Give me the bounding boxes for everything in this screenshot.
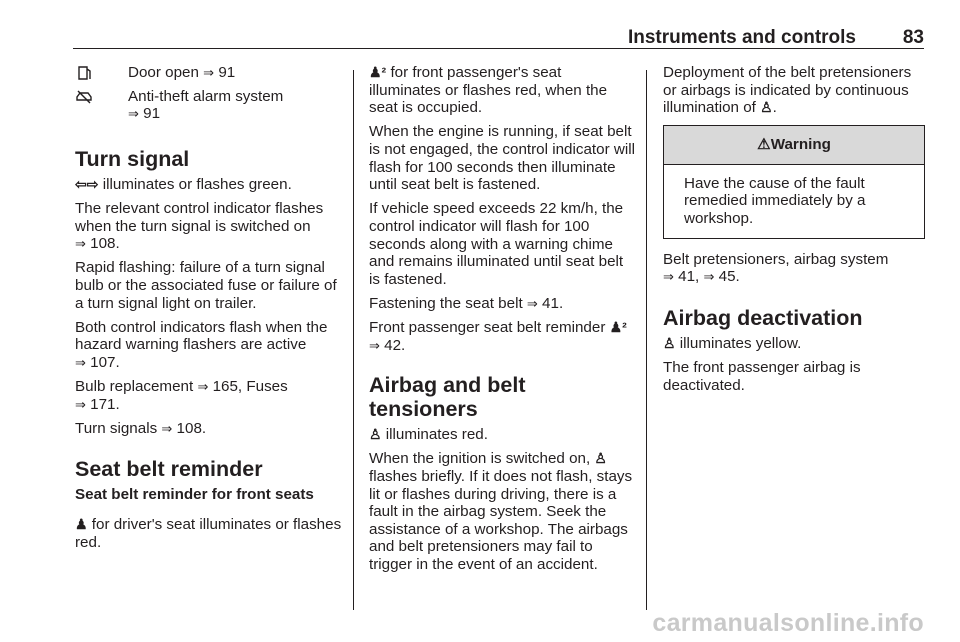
page-header — [73, 28, 924, 49]
ref-arrow-icon: ⇒ — [75, 396, 86, 412]
airbag-icon: ♙ — [369, 426, 382, 443]
column-divider — [353, 70, 354, 610]
ref-arrow-icon: ⇒ — [161, 420, 173, 436]
airbag-off-icon: ♙ — [663, 334, 676, 351]
seat-belt-subheading: Seat belt reminder for front seats — [75, 486, 314, 504]
warning-header: ⚠Warning — [664, 126, 924, 165]
watermark: carmanualsonline.info — [652, 609, 924, 637]
passenger-seat-belt-icon: ♟² — [609, 319, 627, 336]
header-title: Instruments and controls — [627, 27, 856, 48]
car-alarm-icon — [75, 89, 93, 105]
turn-signal-icon: ⇦⇨ — [75, 175, 99, 192]
anti-theft-row: Anti-theft alarm system ⇒ 91 — [75, 88, 343, 123]
ref-arrow-icon: ⇒ — [369, 337, 380, 353]
passenger-seat-belt-icon: ♟² — [369, 64, 387, 80]
door-open-icon — [75, 65, 93, 81]
airbag-icon: ♙ — [594, 450, 607, 467]
airbag-heading: Airbag and belt tensioners — [369, 373, 526, 422]
ref-arrow-icon: ⇒ — [526, 295, 538, 311]
ref-arrow-icon: ⇒ — [663, 269, 674, 285]
ref-arrow-icon: ⇒ — [128, 106, 139, 122]
warning-icon: ⚠ — [757, 135, 771, 153]
ref-arrow-icon: ⇒ — [75, 236, 86, 252]
column-1: Door open ⇒ 91 Anti-theft alarm system ⇒ 91 Turn signal ⇦⇨ illuminates or flashes green. The relevant control indicator flashes when the turn signal is switched on ⇒ 108. Rapid flashing: failure of a turn signal bulb or the associated fuse or failure of a turn signal light on trailer. Both control indicators flash when the hazard warning flashers are active ⇒ 107. Bulb replacement ⇒ 165, Fuses ⇒ 171. Turn signals ⇒ 108. Seat belt reminder Seat belt reminder for front seats ♟ for driver's seat illuminates or flashes red. — [75, 64, 342, 551]
column-divider — [646, 70, 647, 610]
airbag-icon: ♙ — [760, 99, 773, 116]
warning-box — [663, 125, 925, 239]
seat-belt-heading: Seat belt reminder — [75, 457, 263, 482]
door-open-row: Door open ⇒ 91 — [75, 64, 343, 82]
ref-arrow-icon: ⇒ — [197, 379, 209, 395]
column-2: ♟² for front passenger's seat illuminates or flashes red, when the seat is occupied. When the engine is running, if seat belt is not engaged, the control indicator will flash for 100 seconds then illuminate until seat belt is fastened. If vehicle speed exceeds 22 km/h, the control indicator will flash for 100 seconds along with a warning chime and remains illuminated until seat belt is fastened. Fastening the seat belt ⇒ 41. Front passenger seat belt reminder ♟² ⇒ 42. Airbag and belt tensioners ♙ illuminates red. When the ignition is switched on, ♙ flashes briefly. If it does not flash, stays lit or flashes during driving, there is a fault in the airbag system. Seek the assistance of a workshop. The airbags and belt pretensioners may fail to trigger in the event of an accident. — [369, 64, 637, 580]
page-number: 83 — [902, 27, 924, 48]
seat-belt-icon: ♟ — [75, 516, 88, 533]
ref-arrow-icon: ⇒ — [703, 269, 715, 285]
ref-arrow-icon: ⇒ — [75, 354, 86, 370]
turn-signal-heading: Turn signal — [75, 146, 190, 171]
warning-body: Have the cause of the fault remedied immediately by a workshop. — [684, 174, 866, 227]
ref-arrow-icon: ⇒ — [203, 65, 215, 80]
airbag-deactivation-heading: Airbag deactivation — [663, 305, 863, 330]
column-3: Deployment of the belt pretensioners or airbags is indicated by continuous illumination of ♙. ⚠Warning Have the cause of the fault remedied immediately by a workshop. Belt pretensioners, airbag system ⇒ 41, ⇒ 45. Airbag deactivation ♙ illuminates yellow. The front passenger airbag is deactivated. — [663, 64, 925, 401]
